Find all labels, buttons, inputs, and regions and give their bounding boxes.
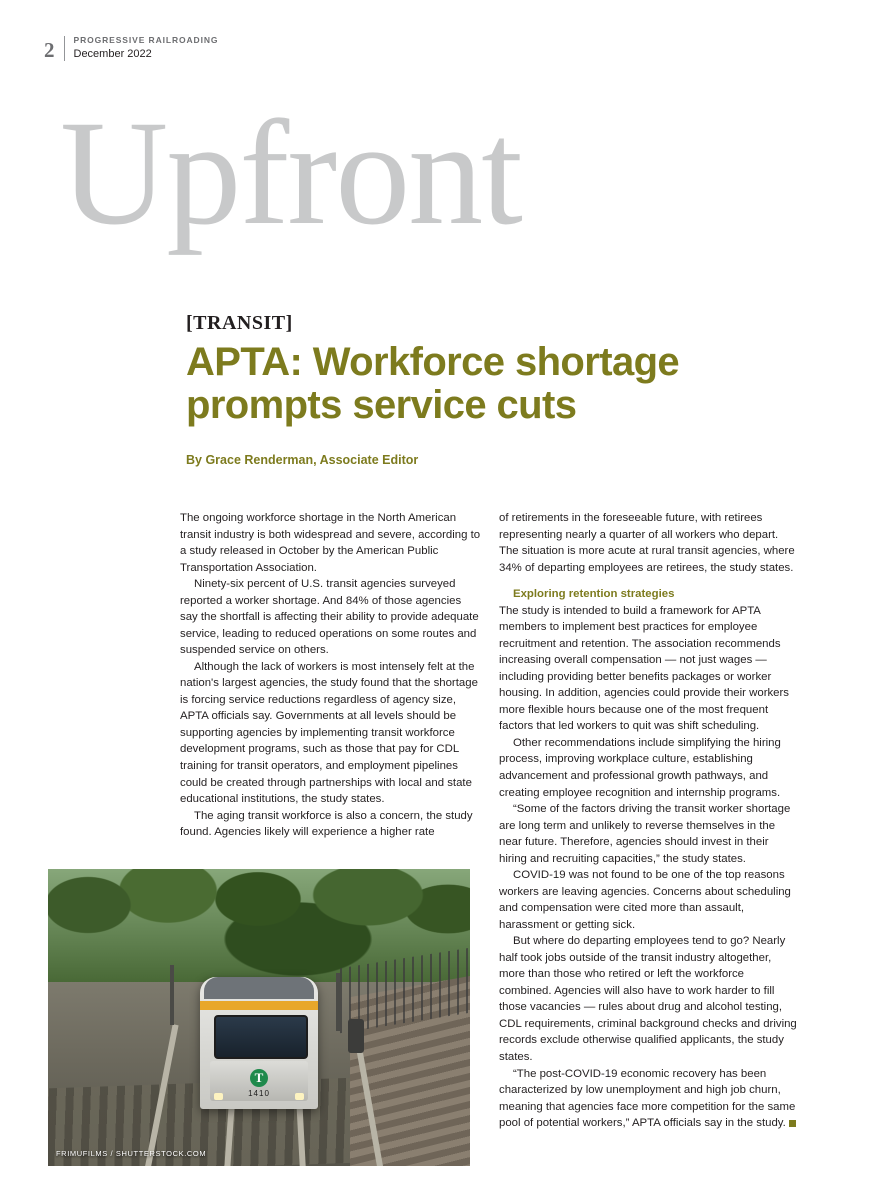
paragraph: The study is intended to build a framework for APTA members to implement best practices for employee recruitment and retention. The association recommends increasing overall compensation — not just wages — including providing better benefits packages or worker housing. In addition, agencies could provide their workers more flexible hours because one of the most frequent factors that led workers to quit was shift scheduling.	[499, 604, 789, 733]
train-number: 1410	[248, 1089, 270, 1098]
section-subhead: Exploring retention strategies	[513, 588, 675, 601]
magazine-name: PROGRESSIVE RAILROADING	[73, 35, 219, 46]
photo-train	[200, 977, 318, 1109]
paragraph: Although the lack of workers is most intensely felt at the nation's largest agencies, the study found that the shortage is forcing service reductions regardless of agency size, APTA officials say. Governments at all levels should be supporting agencies by implementing transit workforce development programs, such as those that pay for CDL training for transit operators, and employment pipelines could be created through partnerships with local and state educational institutions, the study states.	[180, 660, 478, 806]
train-windshield	[214, 1015, 308, 1059]
folio	[44, 36, 218, 61]
train-roof	[204, 977, 314, 999]
train-headlight	[295, 1093, 304, 1100]
photo-catenary-pole	[170, 965, 174, 1025]
train-headlight	[214, 1093, 223, 1100]
photo-catenary-pole	[336, 973, 340, 1031]
photo-signal	[348, 1019, 364, 1053]
paragraph: The ongoing workforce shortage in the North American transit industry is both widespread and severe, according to a study released in October by the American Public Transportation Association.	[180, 512, 481, 574]
article-byline: By Grace Renderman, Associate Editor	[186, 453, 419, 468]
folio-divider	[64, 36, 65, 61]
train-logo-icon: T	[250, 1069, 268, 1087]
photo-credit: FRIMUFILMS / SHUTTERSTOCK.COM	[56, 1149, 207, 1158]
train-stripe	[200, 1001, 318, 1010]
article-header	[186, 312, 834, 467]
paragraph: Ninety-six percent of U.S. transit agencies surveyed reported a worker shortage. And 84% of those agencies say the shortfall is affecting their ability to provide adequate service, leading to reduced operations on some routes and suspended service on others.	[180, 578, 479, 657]
paragraph: COVID-19 was not found to be one of the top reasons workers are leaving agencies. Concerns about scheduling and compensation were cited more than assault, harassment or getting sick.	[499, 869, 791, 931]
paragraph: “Some of the factors driving the transit worker shortage are long term and unlikely to reverse themselves in the near future. Therefore, agencies should invest in their hiring and recruiting capacities,” the study states.	[499, 803, 791, 865]
paragraph-final	[499, 1066, 799, 1132]
paragraph: But where do departing employees tend to go? Nearly half took jobs outside of the transit industry altogether, more than those who retired or left the workforce combined. Agencies will also have to work harder to fill those vacancies — rules about drug and alcohol testing, CDL requirements, criminal background checks and driving records exclude otherwise qualified applicants, the study states.	[499, 935, 797, 1063]
issue-date: December 2022	[73, 47, 152, 60]
article-kicker: [TRANSIT]	[186, 312, 293, 334]
paragraph-text: “The post-COVID-19 economic recovery has been characterized by low unemployment and high job churn, meaning that agencies face more competition for the same pool of potential workers,” APTA officials say in the study.	[499, 1067, 796, 1130]
paragraph-continued: of retirements in the foreseeable future, with retirees representing nearly a quarter of all workers who depart. The situation is more acute at rural transit agencies, where 34% of departing employees are retirees, the study states.	[499, 512, 795, 574]
article-photo	[48, 869, 470, 1166]
paragraph: Other recommendations include simplifying the hiring process, improving workplace culture, establishing advancement and professional growth pathways, and creating employee recognition and internship programs.	[499, 736, 781, 799]
body-column-right	[499, 510, 799, 1132]
body-column-left	[180, 510, 481, 841]
folio-text	[74, 36, 219, 61]
section-title: Upfront	[60, 90, 521, 256]
end-mark-icon	[789, 1120, 796, 1127]
article-headline: APTA: Workforce shortage prompts service cuts	[186, 340, 680, 428]
paragraph: The aging transit workforce is also a concern, the study found. Agencies likely will experience a higher rate	[180, 809, 473, 839]
page-number: 2	[44, 38, 55, 62]
